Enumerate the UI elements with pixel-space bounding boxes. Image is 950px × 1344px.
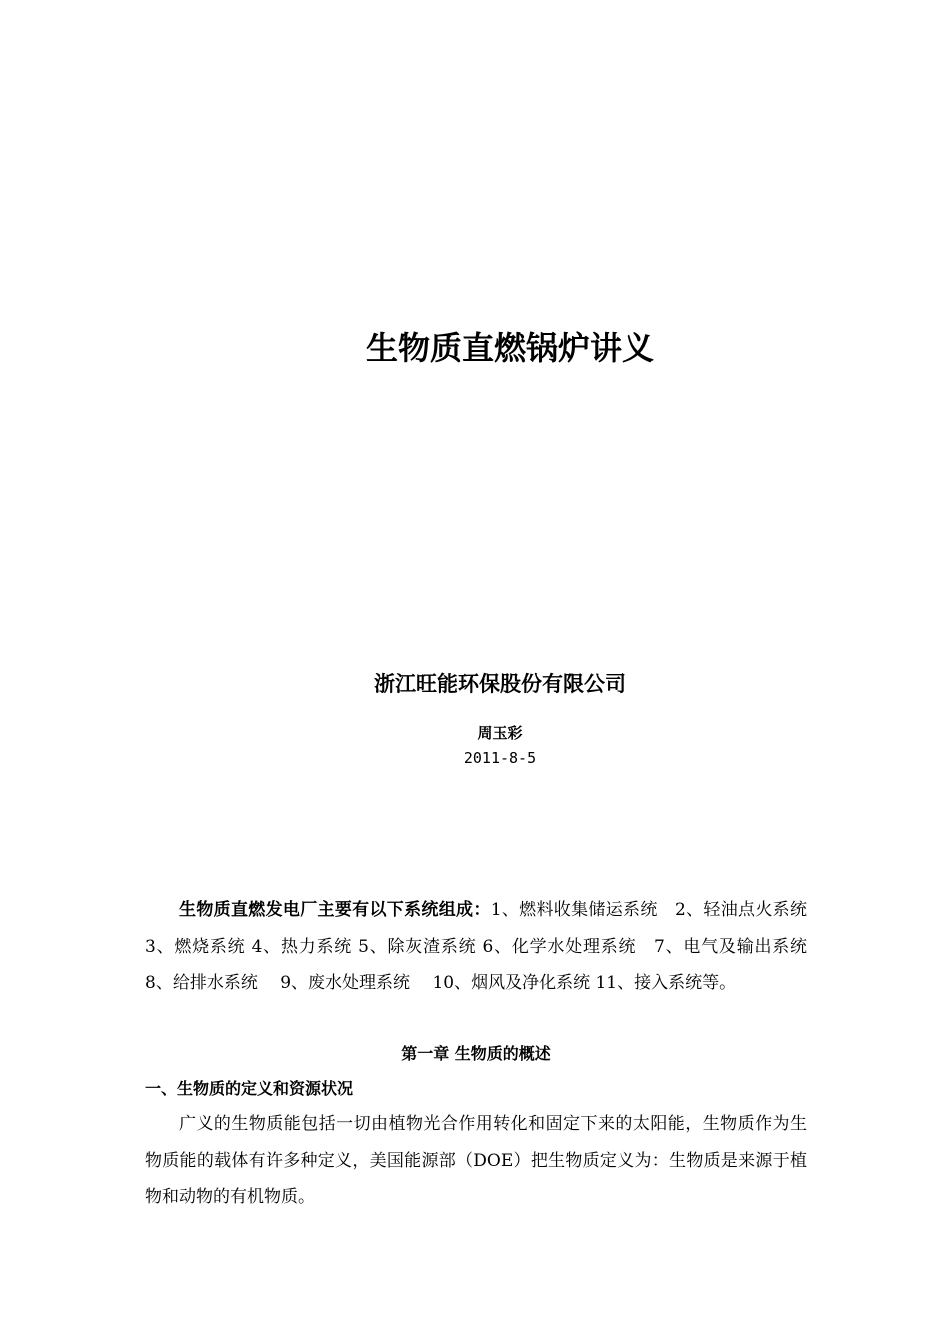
author-name: 周玉彩 bbox=[477, 724, 523, 742]
document-date: 2011-8-5 bbox=[463, 749, 537, 767]
intro-paragraph bbox=[145, 892, 807, 1002]
chapter-heading: 第一章 生物质的概述 bbox=[401, 1044, 551, 1063]
company-name: 浙江旺能环保股份有限公司 bbox=[374, 672, 626, 696]
document-title: 生物质直燃锅炉讲义 bbox=[365, 329, 654, 367]
intro-lead: 生物质直燃发电厂主要有以下系统组成： bbox=[179, 900, 491, 920]
intro-system-list: 1、燃料收集储运系统 2、轻油点火系统 3、燃烧系统 4、热力系统 5、除灰渣系统 6、化学水处理系统 7、电气及输出系统 8、给排水系统 9、废水处理系统 10、烟风及净化系统 11、接入系统等。 bbox=[145, 900, 807, 993]
section-heading: 一、生物质的定义和资源状况 bbox=[145, 1079, 354, 1098]
definition-paragraph: 广义的生物质能包括一切由植物光合作用转化和固定下来的太阳能，生物质作为生物质能的载体有许多种定义，美国能源部（DOE）把生物质定义为：生物质是来源于植物和动物的有机物质。 bbox=[145, 1114, 807, 1207]
